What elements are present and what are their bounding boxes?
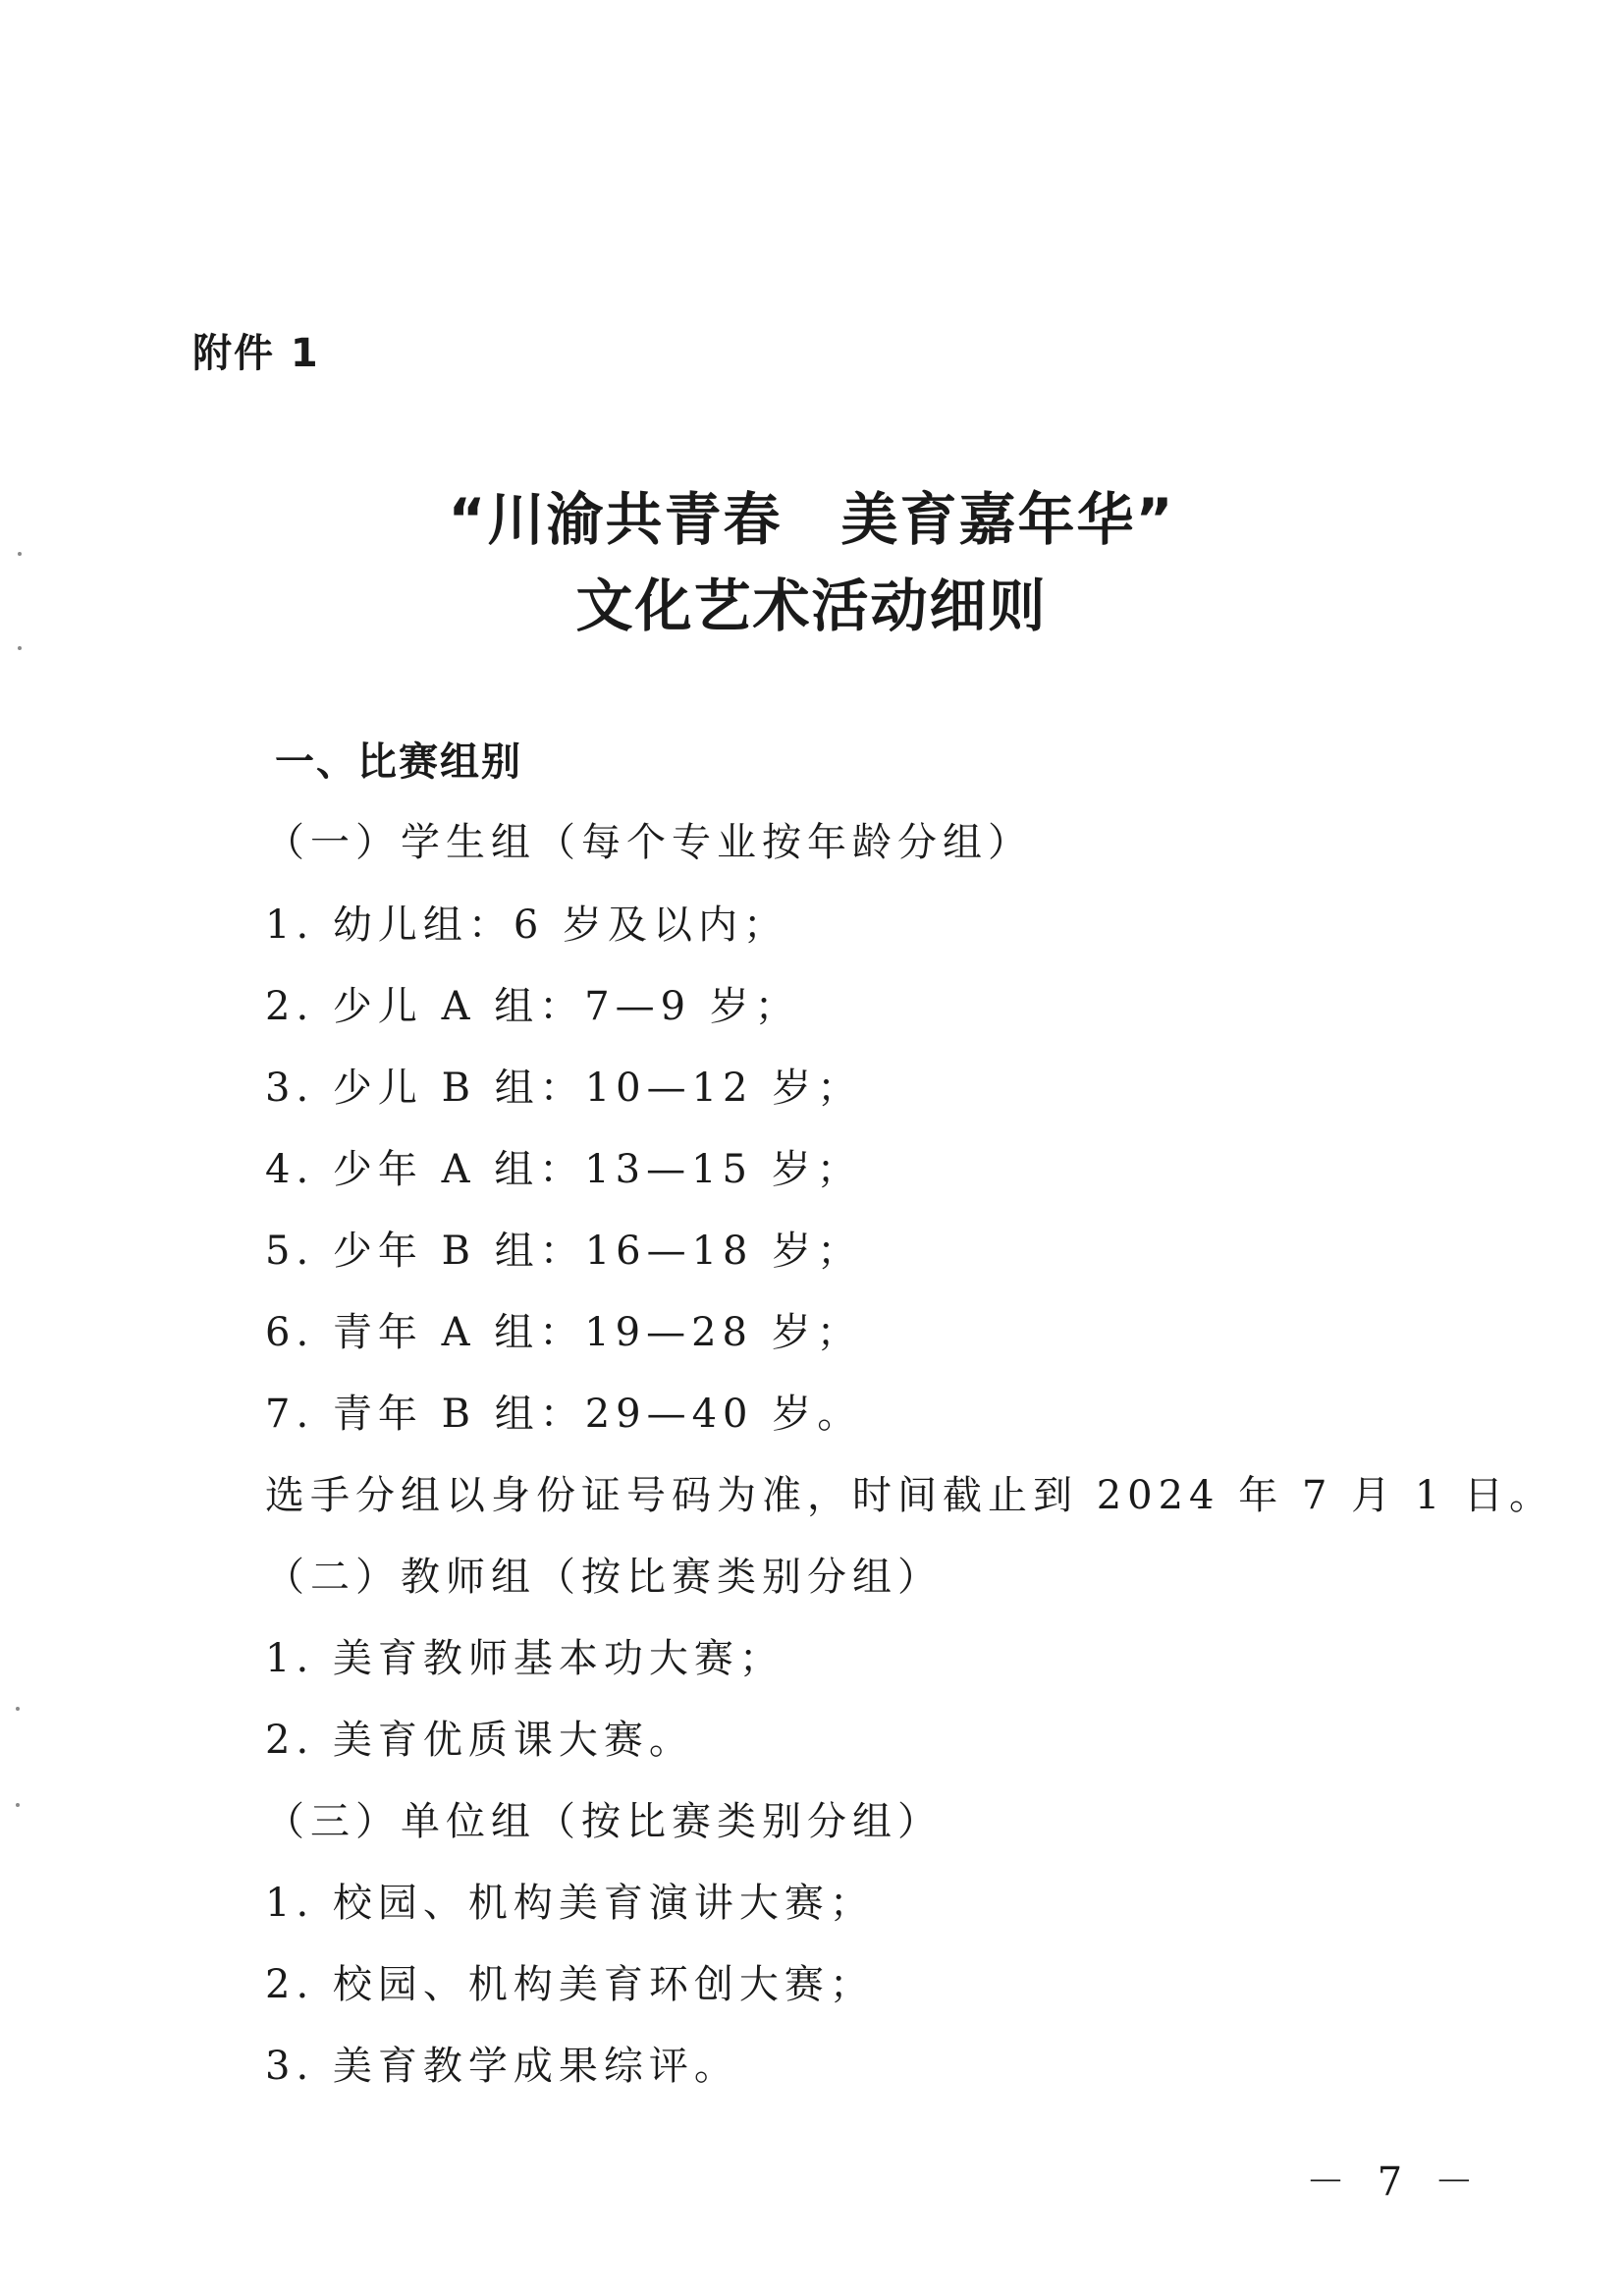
student-group-item: 6. 青年 A 组：19—28 岁； (265, 1310, 862, 1355)
student-group-item: 5. 少年 B 组：16—18 岁； (265, 1229, 863, 1274)
subsection-heading-student-group: （一）学生组（每个专业按年龄分组） (265, 820, 1033, 865)
unit-group-item: 3. 美育教学成果综评。 (265, 2044, 739, 2089)
teacher-group-item: 2. 美育优质课大赛。 (265, 1718, 694, 1763)
scan-speck (16, 1707, 20, 1711)
document-title-line-2: 文化艺术活动细则 (575, 573, 1048, 639)
section-heading-competition-groups: 一、比赛组别 (275, 739, 522, 785)
student-group-item: 2. 少儿 A 组：7—9 岁； (265, 984, 800, 1029)
student-group-item: 7. 青年 B 组：29—40 岁。 (265, 1392, 863, 1437)
page-number: － 7 － (1306, 2159, 1484, 2205)
scan-speck (18, 646, 22, 650)
subsection-heading-teacher-group: （二）教师组（按比赛类别分组） (265, 1555, 943, 1600)
teacher-group-item: 1. 美育教师基本功大赛； (265, 1636, 784, 1681)
student-group-item: 4. 少年 A 组：13—15 岁； (265, 1147, 862, 1192)
subsection-heading-unit-group: （三）单位组（按比赛类别分组） (265, 1799, 943, 1844)
title-line-1-part-1: “川渝共青春 (448, 486, 783, 553)
student-group-item: 3. 少儿 B 组：10—12 岁； (265, 1066, 863, 1111)
document-title-line-1 (0, 473, 1623, 556)
student-group-item: 1. 幼儿组：6 岁及以内； (265, 902, 789, 948)
title-line-1-part-2: 美育嘉年华” (840, 486, 1175, 553)
scan-speck (18, 552, 22, 556)
unit-group-item: 2. 校园、机构美育环创大赛； (265, 1962, 875, 2007)
scan-speck (16, 1803, 20, 1807)
unit-group-item: 1. 校园、机构美育演讲大赛； (265, 1881, 875, 1926)
attachment-label: 附件 1 (192, 331, 320, 376)
student-group-note: 选手分组以身份证号码为准，时间截止到 2024 年 7 月 1 日。 (265, 1473, 1554, 1518)
